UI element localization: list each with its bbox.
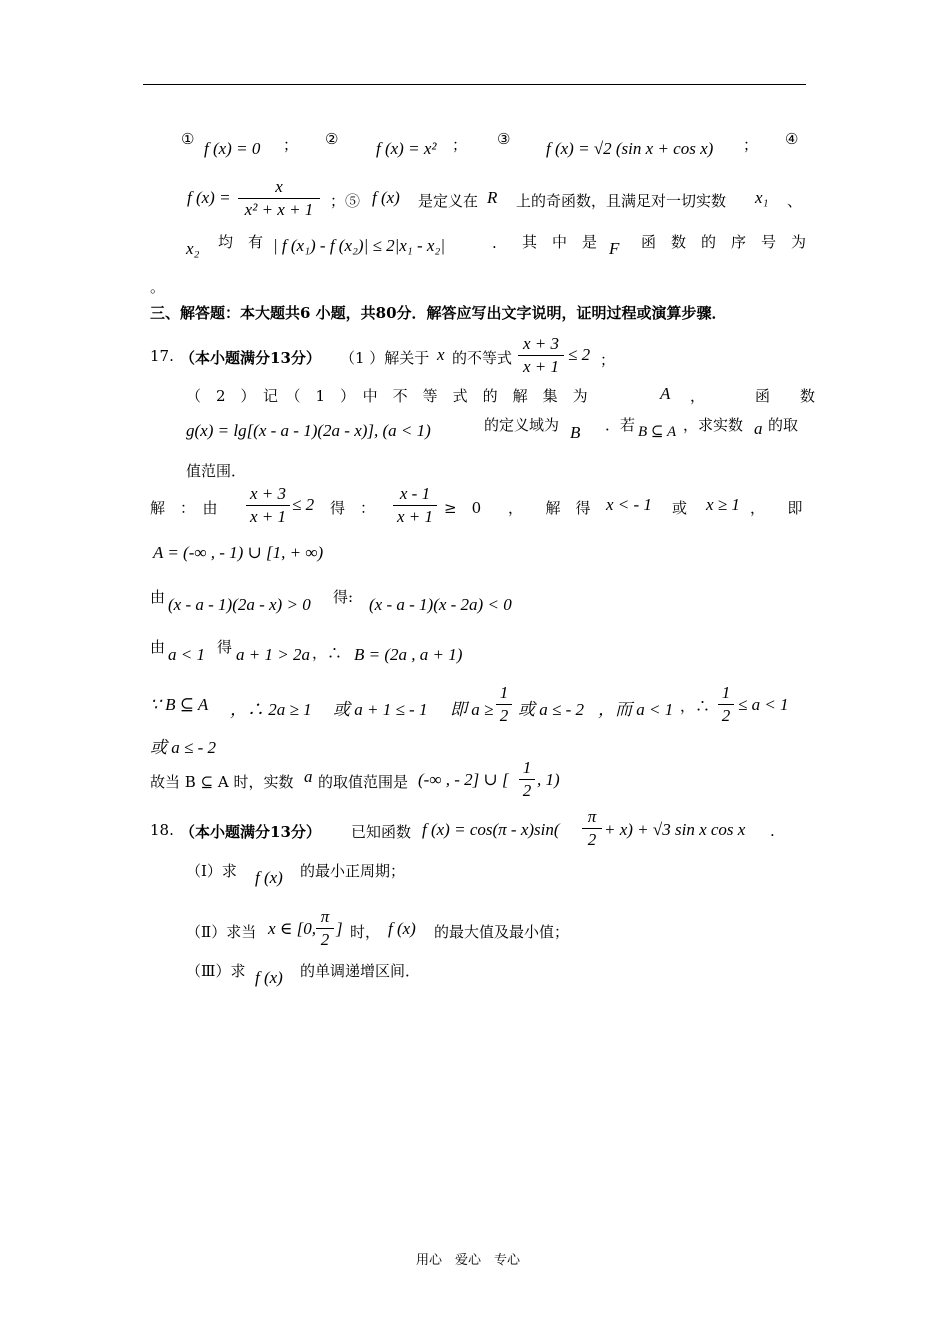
part-I-label: （Ⅰ）求 (186, 862, 237, 880)
fraction-pi-half (316, 906, 334, 951)
solution-x-ge: x ≥ 1 (706, 495, 740, 514)
option-3-formula: f (x) = √2 (sin x + cos x) (546, 139, 714, 158)
therefore-symbol: ，∴ (312, 644, 343, 662)
text-range: 的取 (768, 416, 799, 434)
fx: f (x) (388, 919, 416, 938)
interval-close: ] (336, 919, 343, 938)
part-III-text: 的单调递增区间． (300, 962, 421, 980)
top-rule (143, 84, 806, 85)
final-range: , 1) (537, 770, 560, 789)
range-result: ≤ a < 1 (738, 695, 789, 714)
fraction-numerator: 1 (519, 757, 535, 780)
condition-1: (x - a - 1)(2a - x) > 0 (168, 595, 311, 614)
symbol-x: x (437, 345, 445, 364)
because-condition: ∵ B ⊆ A (150, 695, 209, 714)
symbol-a: a (754, 419, 763, 438)
condition-or: 或 a + 1 ≤ - 1 (333, 700, 428, 719)
condition-or: 或 a ≤ - 2 (150, 738, 216, 757)
option-4-marker: ④ (785, 130, 799, 148)
solution-label: 解 ： 由 (150, 499, 218, 517)
option-5-fx: f (x) (372, 188, 400, 207)
set-A: A = (-∞ , - 1) ∪ [1, + ∞) (153, 543, 324, 562)
fraction-numerator: 1 (718, 682, 734, 705)
fraction-numerator: 1 (496, 682, 512, 705)
problem-18-points: （本小题满分13分） (180, 823, 321, 841)
subset-condition: B ⊆ A (638, 424, 677, 440)
fraction-numerator: π (316, 906, 334, 929)
function-f: f (x) = cos(π - x)sin( (422, 820, 560, 839)
option-5-text: 是定义在 (418, 192, 479, 210)
condition-a: a < 1 (168, 645, 205, 664)
text-if: ．若 (605, 416, 636, 434)
page-footer: 用心 爱心 专心 (416, 1253, 521, 1268)
function-g: g(x) = lg[(x - a - 1)(2a - x)], (a < 1) (186, 421, 431, 440)
condition-1b: (x - a - 1)(x - 2a) < 0 (369, 595, 512, 614)
therefore-symbol: ，∴ (680, 697, 711, 715)
option-5-marker: ；⑤ (330, 192, 361, 210)
option-3-marker: ③ (497, 130, 511, 148)
solution-x-lt: x < - 1 (606, 495, 652, 514)
fraction-half (496, 682, 512, 727)
fraction-denominator: x + 1 (522, 357, 560, 376)
solution-fraction (393, 483, 437, 528)
fraction-denominator: 2 (320, 930, 330, 949)
text-when: 时， (350, 923, 381, 941)
fraction-denominator: x + 1 (396, 507, 434, 526)
text-or: 或 (672, 499, 688, 517)
problem-17-part1: （1 ）解关于 (340, 349, 430, 367)
fraction-half (718, 682, 734, 727)
problem-17-part2: （ 2 ） 记 （ 1 ） 中 不 等 式 的 解 集 为 (186, 387, 588, 405)
text-get: 得: (333, 588, 354, 606)
option-4-fraction (238, 176, 320, 221)
symbol-A: A (660, 384, 671, 403)
option-1-formula: f (x) = 0 (204, 139, 261, 158)
problem-17-number: 17. (150, 347, 174, 365)
text-function-index: 函 数 的 序 号 为 (641, 233, 807, 251)
text-range: 值范围． (186, 462, 247, 480)
period: . (492, 234, 497, 252)
text-given: 已知函数 (351, 823, 412, 841)
end-mark: 。 (150, 278, 166, 296)
text-jun-you: 均 有 (218, 233, 264, 251)
conclusion-text: 的取值范围是 (318, 773, 409, 791)
part-II-label: （Ⅱ）求当 (186, 923, 257, 941)
text-get: 得 (217, 638, 233, 656)
problem-17-part1: 的不等式 (452, 349, 513, 367)
inequality-rhs: ≤ 2 (568, 345, 591, 364)
text-from: 由 (150, 638, 166, 656)
text-find: ，求实数 (683, 416, 744, 434)
option-4-lhs: f (x) = (187, 188, 231, 207)
separator: ； (743, 136, 759, 154)
inequality-fraction (518, 333, 564, 378)
problem-18-number: 18. (150, 821, 174, 839)
option-1-marker: ① (181, 130, 195, 148)
fraction-denominator: 2 (721, 706, 731, 725)
solution-fraction (246, 483, 290, 528)
option-5-text: 上的奇函数，且满足对一切实数 (516, 192, 727, 210)
separator: ； (600, 351, 616, 369)
period: . (770, 822, 775, 840)
fraction-denominator: 2 (522, 781, 532, 800)
text-namely: ， 即 (750, 499, 803, 517)
text-from: 由 (150, 588, 166, 606)
text-function: 函 数 (755, 387, 816, 405)
comma: ， (690, 387, 706, 405)
set-B: B = (2a , a + 1) (354, 645, 463, 664)
inequality-a: a + 1 > 2a (236, 645, 310, 664)
text-get: 得 ： (330, 499, 376, 517)
part-I-text: 的最小正周期； (300, 862, 406, 880)
option-2-formula: f (x) = x² (376, 139, 437, 158)
fraction-numerator: x + 3 (518, 333, 564, 356)
problem-17-points: （本小题满分13分） (180, 349, 321, 367)
condition-a-ge: 即 a ≥ (450, 700, 494, 719)
option-2-marker: ② (325, 130, 339, 148)
text-domain: 的定义域为 (484, 416, 560, 434)
fraction-denominator: 2 (499, 706, 509, 725)
text-solve: ， 解 得 (508, 499, 591, 517)
part-III-label: （Ⅲ）求 (186, 962, 246, 980)
fraction-denominator: x² + x + 1 (244, 200, 314, 219)
fraction-numerator: π (582, 806, 602, 829)
symbol-a: a (304, 767, 313, 786)
text-qizhong: 其 中 是 (522, 233, 598, 251)
inequality-rhs: ≥ 0 (444, 499, 482, 517)
section-heading: 三、解答题：本大题共6 小题，共80分．解答应写出文字说明，证明过程或演算步骤． (150, 304, 727, 322)
part-II-text: 的最大值及最小值； (434, 923, 570, 941)
condition-2a: ，∴ 2a ≥ 1 (230, 700, 312, 719)
condition-or: 或 a ≤ - 2 (518, 700, 584, 719)
final-range: (-∞ , - 2] ∪ [ (418, 770, 509, 789)
interval-x: x ∈ [0, (268, 919, 316, 938)
fraction-denominator: x + 1 (249, 507, 287, 526)
lipschitz-inequality: | f (x₁) - f (x₂)| ≤ 2|x₁ - x₂| (273, 236, 446, 255)
condition-a-lt: ，而 a < 1 (598, 700, 674, 719)
fx: f (x) (255, 968, 283, 987)
inequality-rhs: ≤ 2 (292, 495, 315, 514)
symbol-F: F (609, 239, 620, 258)
fx: f (x) (255, 868, 283, 887)
symbol-B: B (570, 423, 581, 442)
fraction-denominator: 2 (587, 830, 597, 849)
fraction-half (519, 757, 535, 802)
symbol-R: R (487, 188, 498, 207)
symbol-x1: x₁ (755, 188, 769, 207)
fraction-numerator: x + 3 (246, 483, 290, 506)
symbol-x2: x₂ (186, 239, 200, 258)
fraction-numerator: x (238, 176, 320, 199)
comma: 、 (787, 192, 803, 210)
fraction-numerator: x - 1 (393, 483, 437, 506)
separator: ； (452, 136, 468, 154)
separator: ； (283, 136, 299, 154)
function-f: + x) + √3 sin x cos x (604, 820, 746, 839)
fraction-pi-half (582, 806, 602, 851)
conclusion-text: 故当 B ⊆ A 时，实数 (150, 773, 294, 791)
